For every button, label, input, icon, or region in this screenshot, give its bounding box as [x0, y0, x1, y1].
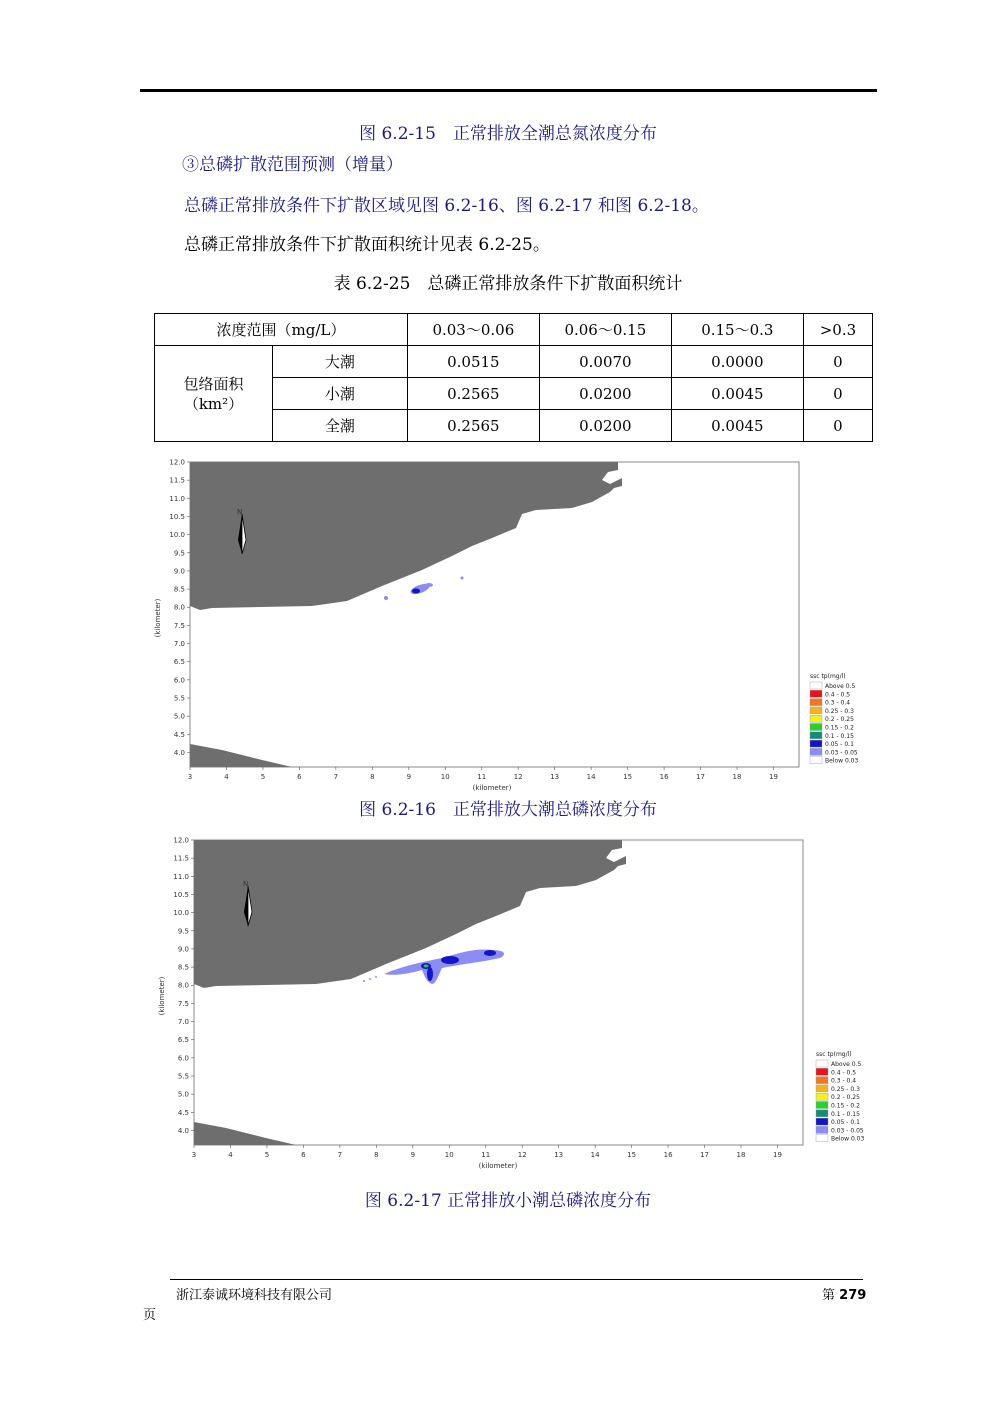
diffusion-area-table [154, 313, 873, 442]
y-tick-label: 11.5 [173, 854, 189, 863]
x-tick-label: 7 [333, 773, 339, 781]
x-tick-label: 6 [297, 773, 302, 781]
figure-caption-6-2-17: 图 6.2-17 正常排放小潮总磷浓度分布 [364, 1191, 652, 1211]
legend-label: Below 0.03 [831, 1135, 865, 1143]
legend-title: ssc tp(mg/l) [810, 673, 846, 680]
y-axis [173, 837, 194, 1135]
x-tick-label: 18 [732, 773, 742, 781]
y-tick-label: 6.0 [177, 1054, 189, 1063]
legend-label: 0.4 - 0.5 [825, 691, 851, 699]
footer-company: 浙江泰诚环境科技有限公司 [176, 1288, 333, 1303]
table-cell: 0.0515 [407, 346, 539, 378]
x-tick-label: 4 [224, 773, 229, 781]
x-tick-label: 5 [264, 1151, 270, 1159]
map-figure-spring-tide [152, 458, 882, 794]
table-cell: 0 [803, 410, 872, 442]
legend-label: 0.2 - 0.25 [825, 716, 854, 724]
map-figure-neap-tide [152, 836, 882, 1172]
y-tick-label: 10.5 [169, 512, 185, 521]
legend-swatch [810, 757, 822, 764]
legend-swatch [816, 1110, 828, 1117]
table-cell: 0 [803, 378, 872, 410]
legend [810, 673, 859, 765]
y-tick-label: 9.5 [177, 927, 189, 936]
y-tick-label: 8.0 [173, 603, 185, 612]
x-tick-label: 3 [187, 773, 193, 781]
x-tick-label: 16 [659, 773, 669, 781]
north-label: N [237, 508, 243, 516]
y-axis-label: (kilometer) [154, 598, 162, 638]
y-tick-label: 8.5 [173, 585, 185, 594]
legend-swatch [816, 1077, 828, 1084]
x-tick-label: 7 [337, 1151, 343, 1159]
paragraph-table-ref: 总磷正常排放条件下扩散面积统计见表 6.2-25。 [184, 235, 550, 255]
row-group-label [155, 346, 273, 442]
x-axis-label: (kilometer) [478, 1162, 518, 1170]
y-tick-label: 4.0 [177, 1126, 189, 1135]
legend-swatch [810, 699, 822, 706]
x-tick-label: 9 [410, 1151, 416, 1159]
x-tick-label: 19 [773, 1151, 782, 1159]
legend-label: 0.03 - 0.05 [831, 1127, 864, 1135]
x-tick-label: 4 [228, 1151, 233, 1159]
y-tick-label: 5.5 [177, 1072, 189, 1081]
table-caption-6-2-25: 表 6.2-25 总磷正常排放条件下扩散面积统计 [333, 274, 683, 294]
row-label: 大潮 [273, 346, 408, 378]
legend-label: 0.3 - 0.4 [831, 1077, 857, 1085]
x-tick-label: 12 [517, 1151, 527, 1159]
table-header-col: 0.03～0.06 [407, 314, 539, 346]
y-tick-label: 12.0 [173, 836, 189, 845]
x-tick-label: 8 [374, 1151, 379, 1159]
row-label: 小潮 [273, 378, 408, 410]
table-cell: 0.0045 [671, 410, 803, 442]
legend-swatch [810, 707, 822, 714]
legend-label: 0.4 - 0.5 [831, 1069, 857, 1077]
row-group-unit: （km²） [183, 394, 244, 413]
table-header-col: 0.06～0.15 [539, 314, 671, 346]
x-tick-label: 14 [590, 1151, 600, 1159]
legend-swatch [810, 732, 822, 739]
table-cell: 0.0070 [539, 346, 671, 378]
legend-swatch [810, 724, 822, 731]
table-cell: 0.0000 [671, 346, 803, 378]
figure-caption-6-2-16: 图 6.2-16 正常排放大潮总磷浓度分布 [359, 800, 657, 820]
y-tick-label: 8.5 [177, 963, 189, 972]
y-tick-label: 4.0 [173, 748, 185, 757]
legend-label: Below 0.03 [825, 757, 859, 765]
north-label: N [243, 880, 249, 888]
table-row [155, 346, 873, 378]
y-axis [169, 459, 190, 757]
legend-label: 0.2 - 0.25 [831, 1094, 860, 1102]
x-tick-label: 6 [301, 1151, 306, 1159]
x-tick-label: 11 [477, 773, 487, 781]
legend-label: 0.1 - 0.15 [825, 732, 854, 740]
legend-label: 0.03 - 0.05 [825, 749, 858, 757]
legend-label: 0.15 - 0.2 [831, 1102, 860, 1110]
x-tick-label: 9 [406, 773, 412, 781]
x-tick-label: 15 [623, 773, 633, 781]
page-prefix: 第 [822, 1288, 836, 1303]
y-tick-label: 6.5 [173, 658, 185, 667]
legend-swatch [810, 690, 822, 697]
table-cell: 0.0200 [539, 378, 671, 410]
x-tick-label: 10 [440, 773, 450, 781]
y-tick-label: 6.0 [173, 676, 185, 685]
figure-caption-6-2-15: 图 6.2-15 正常排放全潮总氮浓度分布 [359, 124, 657, 144]
y-tick-label: 4.5 [173, 730, 185, 739]
legend-label: 0.25 - 0.3 [825, 707, 854, 715]
y-tick-label: 9.5 [173, 549, 185, 558]
table-header-col: >0.3 [803, 314, 872, 346]
y-tick-label: 5.0 [177, 1090, 189, 1099]
x-tick-label: 19 [769, 773, 778, 781]
footer-rule [170, 1279, 863, 1280]
row-label: 全潮 [273, 410, 408, 442]
legend-swatch [810, 682, 822, 689]
y-tick-label: 9.0 [173, 567, 185, 576]
x-tick-label: 3 [191, 1151, 197, 1159]
table-header-range: 浓度范围（mg/L） [155, 314, 408, 346]
y-tick-label: 5.0 [173, 712, 185, 721]
y-tick-label: 11.0 [169, 494, 185, 503]
x-tick-label: 15 [627, 1151, 637, 1159]
x-tick-label: 13 [554, 1151, 564, 1159]
y-tick-label: 10.0 [169, 531, 185, 540]
legend-label: Above 0.5 [825, 683, 856, 690]
legend-swatch [810, 715, 822, 722]
y-tick-label: 7.5 [177, 999, 189, 1008]
x-tick-label: 10 [444, 1151, 454, 1159]
legend-label: 0.15 - 0.2 [825, 724, 854, 732]
legend-swatch [816, 1102, 828, 1109]
legend [816, 1051, 865, 1143]
legend-swatch [816, 1135, 828, 1142]
x-tick-label: 8 [370, 773, 375, 781]
x-axis-label: (kilometer) [472, 784, 512, 792]
x-tick-label: 17 [700, 1151, 709, 1159]
footer-page-suffix: 页 [143, 1308, 157, 1323]
x-tick-label: 16 [663, 1151, 673, 1159]
legend-label: 0.05 - 0.1 [825, 741, 854, 749]
row-group-title: 包络面积 [183, 374, 244, 393]
page-number: 279 [839, 1288, 867, 1303]
table-cell: 0.2565 [407, 378, 539, 410]
legend-swatch [816, 1126, 828, 1133]
legend-swatch [816, 1068, 828, 1075]
y-tick-label: 8.0 [177, 981, 189, 990]
legend-swatch [816, 1060, 828, 1067]
legend-label: 0.25 - 0.3 [831, 1085, 860, 1093]
y-tick-label: 9.0 [177, 945, 189, 954]
table-cell: 0.2565 [407, 410, 539, 442]
x-tick-label: 12 [513, 773, 523, 781]
x-axis [192, 1145, 782, 1159]
y-tick-label: 11.5 [169, 476, 185, 485]
y-tick-label: 7.5 [173, 621, 185, 630]
map-plot [152, 458, 882, 794]
legend-title: ssc tp(mg/l) [816, 1051, 852, 1058]
table-cell: 0 [803, 346, 872, 378]
x-tick-label: 14 [586, 773, 596, 781]
y-tick-label: 11.0 [173, 872, 189, 881]
x-tick-label: 5 [260, 773, 266, 781]
y-tick-label: 12.0 [169, 458, 185, 467]
section-heading: ③总磷扩散范围预测（增量） [182, 155, 403, 175]
y-tick-label: 10.0 [173, 909, 189, 918]
x-tick-label: 17 [696, 773, 705, 781]
table-header-col: 0.15～0.3 [671, 314, 803, 346]
x-tick-label: 11 [481, 1151, 491, 1159]
table-cell: 0.0200 [539, 410, 671, 442]
top-rule [140, 89, 877, 92]
paragraph-figures-ref: 总磷正常排放条件下扩散区域见图 6.2-16、图 6.2-17 和图 6.2-18。 [184, 196, 709, 216]
y-tick-label: 5.5 [173, 694, 185, 703]
footer-page-number [822, 1284, 866, 1303]
legend-swatch [816, 1093, 828, 1100]
legend-swatch [816, 1118, 828, 1125]
y-tick-label: 7.0 [173, 640, 185, 649]
legend-label: 0.05 - 0.1 [831, 1119, 860, 1127]
y-tick-label: 4.5 [177, 1108, 189, 1117]
legend-swatch [810, 748, 822, 755]
legend-label: 0.3 - 0.4 [825, 699, 851, 707]
table-header-row [155, 314, 873, 346]
table-cell: 0.0045 [671, 378, 803, 410]
x-tick-label: 13 [550, 773, 560, 781]
y-tick-label: 10.5 [173, 890, 189, 899]
y-tick-label: 6.5 [177, 1036, 189, 1045]
legend-swatch [816, 1085, 828, 1092]
legend-label: 0.1 - 0.15 [831, 1110, 860, 1118]
x-tick-label: 18 [736, 1151, 746, 1159]
map-plot [152, 836, 882, 1172]
y-tick-label: 7.0 [177, 1018, 189, 1027]
legend-swatch [810, 740, 822, 747]
legend-label: Above 0.5 [831, 1061, 862, 1068]
x-axis [188, 767, 778, 781]
y-axis-label: (kilometer) [158, 976, 166, 1016]
